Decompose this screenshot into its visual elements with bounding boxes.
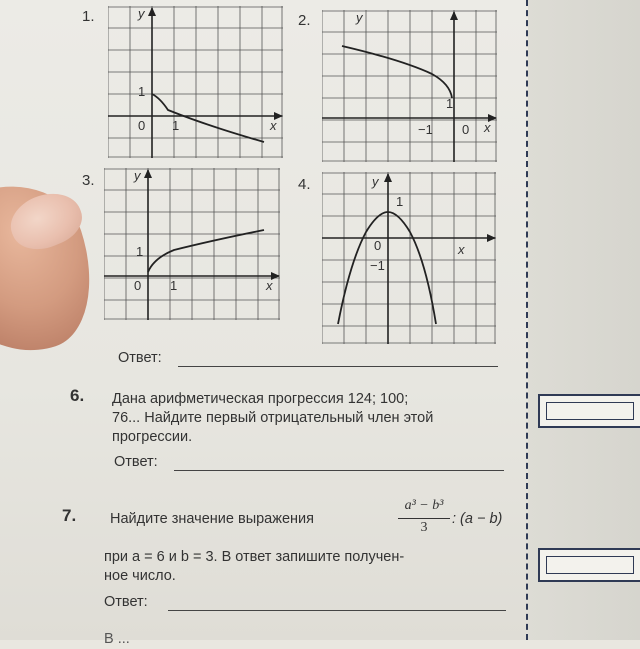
graph-3-tick-y: 1 [136, 244, 144, 259]
task-7-line-2: при a = 6 и b = 3. В ответ запишите получен- [104, 549, 405, 565]
graph-2-origin: 0 [462, 122, 470, 137]
graph-1 [108, 6, 283, 158]
task-6-number: 6. [70, 386, 85, 405]
graph-1-y-label: y [138, 6, 145, 21]
graph-1-number: 1. [82, 8, 95, 25]
task-7-denominator: 3 [420, 520, 428, 535]
graph-1-x-label: x [270, 118, 277, 133]
answer-rule [178, 366, 498, 367]
graph-2 [322, 10, 497, 162]
graph-4-number: 4. [298, 176, 311, 193]
answer-graphs [118, 350, 518, 370]
fraction-bar [398, 518, 450, 519]
answer-label: Ответ: [118, 350, 162, 366]
task-6-text [112, 390, 522, 447]
task-7-tail: : (a − b) [452, 511, 503, 527]
graph-1-tick-x: 1 [172, 118, 180, 133]
task-6-line-3: прогрессии. [112, 429, 193, 445]
graph-4-origin: 0 [374, 238, 382, 253]
task-7-intro: Найдите значение выражения [110, 511, 314, 527]
graph-4-y-label: y [372, 174, 379, 189]
task-7-numerator: a³ − b³ [404, 498, 444, 513]
graph-3-x-label: x [266, 278, 273, 293]
graph-3-number: 3. [82, 172, 95, 189]
graph-4-tick-y-pos: 1 [396, 194, 404, 209]
right-margin [528, 0, 640, 640]
graph-2-y-label: y [356, 10, 363, 25]
answer-rule [168, 610, 506, 611]
graph-1-tick-y: 1 [138, 84, 146, 99]
answer-rule [174, 470, 504, 471]
task-7-line-3: ное число. [104, 568, 176, 584]
graph-4 [322, 172, 496, 344]
graph-2-x-label: x [484, 120, 491, 135]
graph-3-tick-x: 1 [170, 278, 178, 293]
answer-box-6[interactable] [538, 394, 640, 428]
task-6-line-1: Дана арифметическая прогрессия 124; 100; [112, 391, 409, 407]
answer-label: Ответ: [104, 594, 148, 610]
graph-3 [104, 168, 280, 320]
graph-2-tick-x: −1 [418, 122, 433, 137]
graph-3-y-label: y [134, 168, 141, 183]
next-task-partial: В ... [104, 631, 130, 647]
graph-1-origin: 0 [138, 118, 146, 133]
task-7-text [104, 548, 524, 586]
graph-2-number: 2. [298, 12, 311, 29]
graph-4-x-label: x [458, 242, 465, 257]
answer-task-6 [114, 454, 514, 474]
graph-2-tick-y: 1 [446, 96, 454, 111]
task-6-line-2: 76... Найдите первый отрицательный член этой [112, 410, 434, 426]
task-7-number: 7. [62, 506, 77, 525]
answer-task-7 [104, 594, 514, 614]
graph-3-origin: 0 [134, 278, 142, 293]
cut-line [526, 0, 528, 640]
answer-label: Ответ: [114, 454, 158, 470]
graph-4-tick-y-neg: −1 [370, 258, 385, 273]
answer-box-7[interactable] [538, 548, 640, 582]
